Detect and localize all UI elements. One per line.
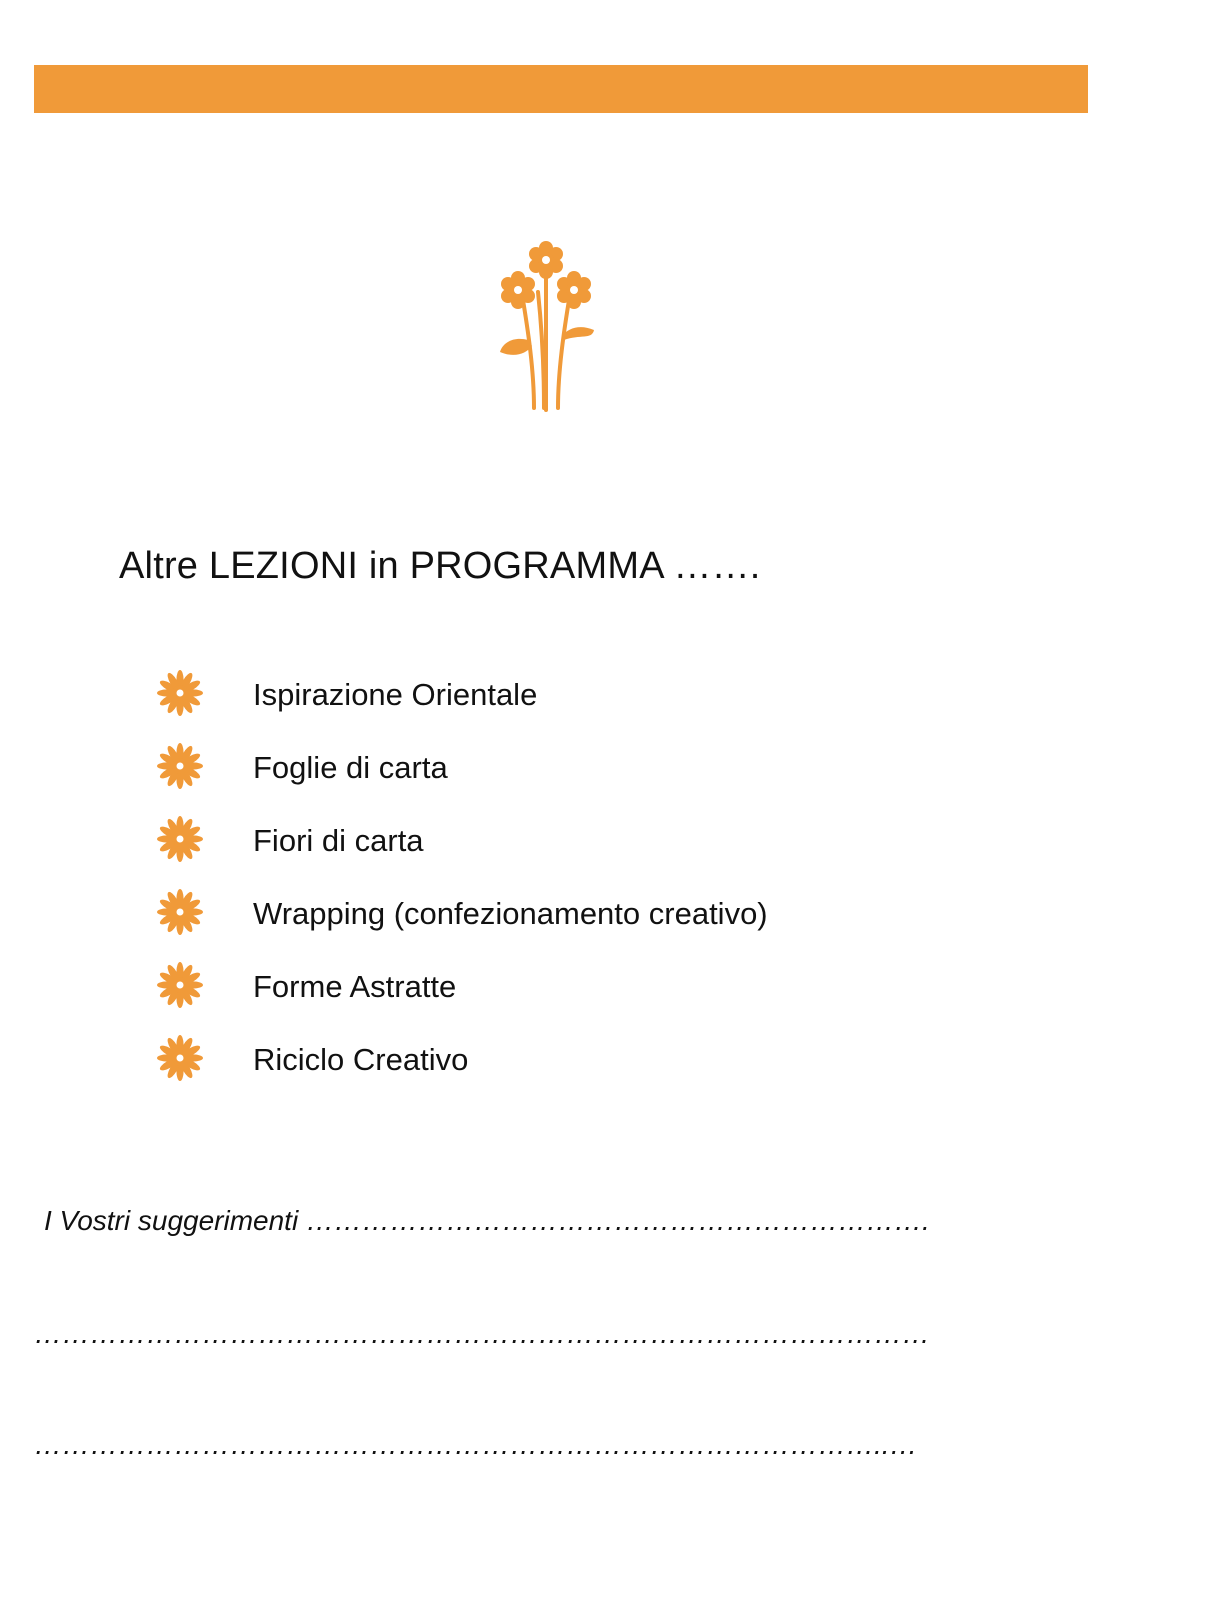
daisy-icon bbox=[156, 669, 204, 717]
lesson-label: Forme Astratte bbox=[253, 969, 457, 1004]
suggestions-line-2: …………………………………………………………………………………… bbox=[34, 1318, 930, 1349]
lesson-label: Foglie di carta bbox=[253, 750, 448, 785]
daisy-icon bbox=[156, 961, 204, 1009]
daisy-icon bbox=[156, 1034, 204, 1082]
lesson-label: Wrapping (confezionamento creativo) bbox=[253, 896, 768, 931]
lesson-label: Ispirazione Orientale bbox=[253, 677, 538, 712]
section-heading: Altre LEZIONI in PROGRAMMA ……. bbox=[119, 545, 761, 587]
suggestions-line-1: I Vostri suggerimenti …………………………………………………………. bbox=[44, 1205, 930, 1236]
header-band bbox=[34, 65, 1088, 113]
daisy-icon bbox=[156, 888, 204, 936]
flower-bouquet-icon bbox=[494, 240, 598, 414]
daisy-icon bbox=[156, 742, 204, 790]
lesson-label: Fiori di carta bbox=[253, 823, 424, 858]
daisy-icon bbox=[156, 815, 204, 863]
suggestions-line-3: ………………………………………………………………………………..… bbox=[34, 1429, 918, 1460]
lesson-label: Riciclo Creativo bbox=[253, 1042, 469, 1077]
